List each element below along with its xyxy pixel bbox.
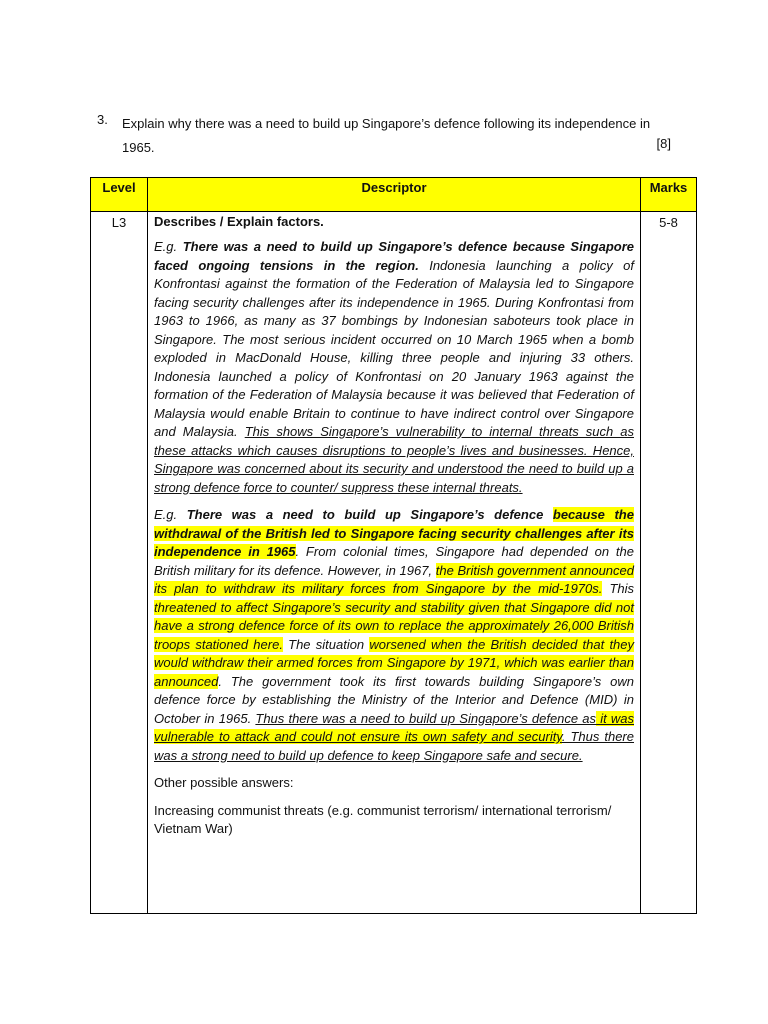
descriptor-heading: Describes / Explain factors. [154, 214, 324, 229]
level-cell: L3 [91, 212, 148, 914]
marking-table [90, 177, 697, 914]
table-row [91, 212, 697, 914]
example-paragraph-2: E.g. There was a need to build up Singapore’s defence because the withdrawal of the British led to Singapore facing security challenges after its independence in 1965. From colonial times, Singapore had depended on the British military for its defence. However, in 1967, the British government announced its plan to withdraw its military forces from Singapore by the mid-1970s. This threatened to affect Singapore’s security and stability given that Singapore did not have a strong defence force of its own to replace the approximately 26,000 British troops stationed here. The situation worsened when the British decided that they would withdraw their armed forces from Singapore by 1971, which was earlier than announced. The government took its first towards building Singapore’s own defence force by establishing the Ministry of the Interior and Defence (MID) in October in 1965. Thus there was a need to build up Singapore’s defence as it was vulnerable to attack and could not ensure its own safety and security. Thus there was a strong need to build up defence to keep Singapore safe and secure. [154, 507, 635, 763]
descriptor-cell [148, 212, 641, 914]
marks-cell: 5-8 [641, 212, 697, 914]
table-header-row [91, 178, 697, 212]
other-answers-label: Other possible answers: [154, 775, 294, 790]
other-answer-item: Increasing communist threats (e.g. communist terrorism/ international terrorism/ Vietnam War) [154, 802, 612, 836]
question-number: 3. [97, 112, 108, 127]
header-level: Level [91, 178, 148, 212]
question-text: Explain why there was a need to build up Singapore’s defence following its independence in 1965. [122, 116, 651, 155]
header-descriptor: Descriptor [148, 178, 641, 212]
example-paragraph-1: E.g. There was a need to build up Singapore’s defence because Singapore faced ongoing tensions in the region. Indonesia launching a policy of Konfrontasi against the formation of the Federation of Malaysia led to Singapore facing security challenges after its independence in 1965. During Konfrontasi from 1963 to 1966, as many as 37 bombings by Indonesian saboteurs took place in Singapore. The most serious incident occurred on 10 March 1965 when a bomb exploded in MacDonald House, killing three people and injuring 33 others. Indonesia launched a policy of Konfrontasi on 20 January 1963 against the formation of the Federation of Malaysia because it was believed that Federation of Malaysia would enable Britain to continue to have indirect control over Singapore and Malaysia. This shows Singapore’s vulnerability to internal threats such as these attacks which causes disruptions to people’s lives and businesses. Hence, Singapore was concerned about its security and understood the need to build up a strong defence force to counter/ suppress these internal threats. [154, 239, 634, 495]
header-marks: Marks [641, 178, 697, 212]
question-marks: [8] [656, 136, 671, 151]
